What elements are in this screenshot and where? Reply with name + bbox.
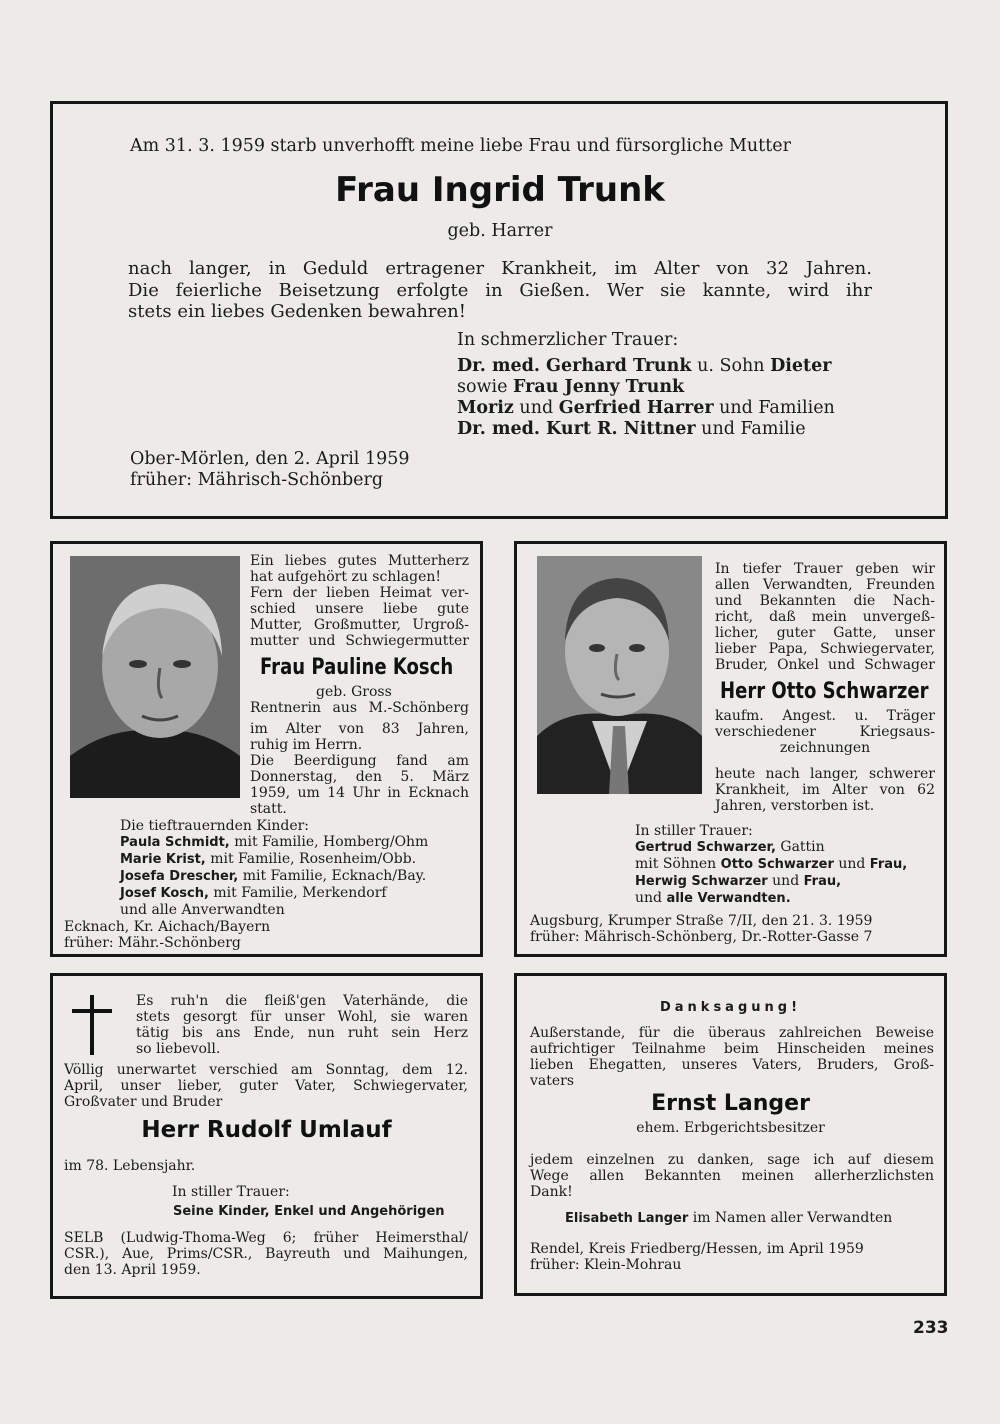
mourner-text: und Familien — [713, 398, 835, 418]
text-line: und Bekannten die Nach- — [715, 593, 935, 609]
notice1-formerly: früher: Mährisch-Schönberg — [130, 470, 384, 490]
relatives: und alle Anverwandten — [120, 902, 285, 918]
address: Augsburg, Krumper Straße 7/II, den 21. 3. 1959 — [530, 913, 873, 929]
mourner-name: Gerfried Harrer — [558, 398, 714, 418]
text-line: lieber Papa, Schwiegervater, — [715, 641, 935, 657]
notice1-name: Frau Ingrid Trunk — [335, 170, 665, 210]
notice1-born: geb. Harrer — [447, 221, 553, 241]
formerly: früher: Mähr.-Schönberg — [64, 935, 241, 951]
notice2-born: geb. Gross — [316, 684, 392, 700]
mourner-name: Dr. med. Kurt R. Nittner — [457, 419, 696, 439]
text-line: heute nach langer, schwerer — [715, 766, 935, 782]
text-line: Bruder, Onkel und Schwager — [715, 657, 935, 673]
text-line: Die Beerdigung fand am — [250, 753, 469, 769]
cross-icon — [72, 995, 112, 1055]
text-line: Wege allen Bekannten meinen allerherzlichsten — [530, 1168, 934, 1184]
notice2-bottom-text — [250, 700, 469, 817]
formerly: früher: Klein-Mohrau — [530, 1257, 682, 1273]
signed-text: im Namen aller Verwandten — [688, 1210, 893, 1226]
notice2-children — [120, 818, 428, 918]
notice3-name: Herr Otto Schwarzer — [720, 679, 929, 704]
child-detail: mit Familie, Merkendorf — [208, 885, 387, 901]
mourning-header: In stiller Trauer: — [635, 823, 753, 839]
notice1-text — [128, 258, 872, 323]
notice2-name: Frau Pauline Kosch — [260, 655, 454, 680]
child-detail: mit Familie, Rosenheim/Obb. — [205, 851, 417, 867]
text-line: lieben Ehegatten, unseres Vaters, Bruders, Groß- — [530, 1057, 934, 1073]
text-line: licher, guter Gatte, unser — [715, 625, 935, 641]
child-row — [120, 868, 428, 885]
portrait-man-image — [537, 556, 702, 794]
child-row — [120, 834, 428, 851]
text-line: Donnerstag, den 5. März — [250, 769, 469, 785]
text-line: verschiedener Kriegsaus- — [715, 724, 935, 740]
text-line: Krankheit, im Alter von 62 — [715, 782, 935, 798]
notice4-text — [64, 1062, 468, 1110]
notice5-thanks — [530, 1152, 934, 1200]
mourner-text: mit Söhnen — [635, 856, 721, 872]
notice5-title: ehem. Erbgerichtsbesitzer — [636, 1120, 825, 1136]
text-line: ruhig im Herrn. — [250, 737, 363, 753]
child-detail: mit Familie, Homberg/Ohm — [229, 834, 429, 850]
notice1-line: Die feierliche Beisetzung erfolgte in Gießen. Wer sie kannte, wird ihr — [128, 279, 872, 301]
notice4-verse — [136, 993, 468, 1057]
mourner-name: Herwig Schwarzer — [635, 874, 768, 889]
mourner-text: und — [833, 856, 870, 872]
mourner-name: alle Verwandten. — [666, 891, 791, 906]
child-name: Josef Kosch, — [120, 886, 209, 901]
text-line: tätig bis ans Ende, nun ruht sein Herz — [136, 1025, 468, 1041]
notice4-mourning-header: In stiller Trauer: — [172, 1184, 290, 1200]
text-line: richt, daß mein unvergeß- — [715, 609, 935, 625]
mourner-text: und — [635, 890, 667, 906]
text-line: CSR.), Aue, Prims/CSR., Bayreuth und Maihungen, — [64, 1246, 468, 1262]
text-line: so liebevoll. — [136, 1041, 221, 1057]
notice2-place — [64, 919, 270, 951]
notice2-top-text — [250, 553, 469, 649]
mourner-name: Frau Jenny Trunk — [513, 377, 685, 397]
mourner-name: Frau, — [869, 857, 908, 872]
text-line: stets gesorgt für unser Wohl, sie waren — [136, 1009, 468, 1025]
notice3-mourners — [635, 823, 907, 907]
portrait-woman-image — [70, 556, 240, 798]
notice4-name: Herr Rudolf Umlauf — [141, 1117, 392, 1143]
text-line: den 13. April 1959. — [64, 1262, 201, 1278]
text-line: Rentnerin aus M.-Schönberg — [250, 700, 469, 716]
mourner-name: Otto Schwarzer — [720, 857, 834, 872]
text-line: SELB (Ludwig-Thoma-Weg 6; früher Heimersthal/ — [64, 1230, 468, 1246]
text-line: vaters — [530, 1073, 575, 1089]
mourner-text: und — [513, 398, 559, 418]
notice1-line: stets ein liebes Gedenken bewahren! — [128, 301, 467, 322]
photo-elderly-woman — [70, 556, 240, 798]
text-line: Jahren, verstorben ist. — [715, 798, 875, 814]
page-number: 233 — [913, 1318, 949, 1338]
place: Ecknach, Kr. Aichach/Bayern — [64, 919, 271, 935]
child-row — [120, 885, 428, 902]
formerly: früher: Mährisch-Schönberg, Dr.-Rotter-Gasse 7 — [530, 929, 873, 945]
child-detail: mit Familie, Ecknach/Bay. — [238, 868, 427, 884]
notice5-text — [530, 1025, 934, 1089]
text-line: April, unser lieber, guter Vater, Schwiegervater, — [64, 1078, 468, 1094]
notice4-age: im 78. Lebensjahr. — [64, 1158, 196, 1174]
mourner-name: Moriz — [457, 398, 514, 418]
text-line: Großvater und Bruder — [64, 1094, 223, 1110]
signed-name: Elisabeth Langer — [565, 1211, 689, 1226]
place: Rendel, Kreis Friedberg/Hessen, im April 1959 — [530, 1241, 864, 1257]
notice5-name: Ernst Langer — [651, 1091, 810, 1116]
text-line: im Alter von 83 Jahren, — [250, 721, 469, 737]
text-line: Dank! — [530, 1184, 573, 1200]
text-line: schied unsere liebe gute — [250, 601, 469, 617]
text-line: statt. — [250, 801, 287, 817]
text-line: jedem einzelnen zu danken, sage ich auf diesem — [530, 1152, 934, 1168]
notice3-top-text — [715, 561, 935, 673]
child-name: Marie Krist, — [120, 852, 206, 867]
mourner-name: Gertrud Schwarzer, — [635, 840, 776, 855]
photo-man — [537, 556, 702, 794]
notice4-mourners: Seine Kinder, Enkel und Angehörigen — [173, 1204, 445, 1219]
text-line: In tiefer Trauer geben wir — [715, 561, 935, 577]
notice3-bottom-text — [715, 766, 935, 814]
text-line: 1959, um 14 Uhr in Ecknach — [250, 785, 469, 801]
notice5-signature — [565, 1210, 892, 1227]
text-line: mutter und Schwiegermutter — [250, 633, 469, 649]
notice1-intro: Am 31. 3. 1959 starb unverhofft meine liebe Frau und fürsorgliche Mutter — [130, 136, 791, 156]
text-line: zeichnungen — [779, 740, 871, 756]
notice5-place — [530, 1241, 864, 1273]
notice1-mourning-header: In schmerzlicher Trauer: — [457, 330, 679, 350]
mourner-name: Frau, — [803, 874, 842, 889]
mourner-text: sowie — [457, 377, 514, 397]
child-name: Paula Schmidt, — [120, 835, 230, 850]
notice3-address — [530, 913, 872, 945]
text-line: allen Verwandten, Freunden — [715, 577, 935, 593]
text-line: Ein liebes gutes Mutterherz — [250, 553, 469, 569]
text-line: hat aufgehört zu schlagen! — [250, 569, 442, 585]
mourner-text: Gattin — [775, 839, 825, 855]
text-line: aufrichtiger Teilnahme beim Hinscheiden meines — [530, 1041, 934, 1057]
mourner-text: u. Sohn — [691, 356, 771, 376]
mourner-text: und — [767, 873, 804, 889]
mourner-name: Dr. med. Gerhard Trunk — [457, 356, 692, 376]
notice1-line: nach langer, in Geduld ertragener Krankheit, im Alter von 32 Jahren. — [128, 258, 872, 279]
child-row — [120, 851, 428, 868]
notice4-address — [64, 1230, 468, 1278]
cross-glyph — [72, 995, 73, 996]
notice3-mid-text — [715, 708, 935, 756]
text-line: Völlig unerwartet verschied am Sonntag, dem 12. — [64, 1062, 468, 1078]
children-header: Die tieftrauernden Kinder: — [120, 818, 310, 834]
notice5-header: Danksagung! — [659, 1000, 802, 1015]
notice1-place-date: Ober-Mörlen, den 2. April 1959 — [130, 449, 410, 469]
mourner-text: und Familie — [695, 419, 806, 439]
text-line: Es ruh'n die fleiß'gen Vaterhände, die — [136, 993, 468, 1009]
mourner-name: Dieter — [770, 356, 832, 376]
text-line: Mutter, Großmutter, Urgroß- — [250, 617, 469, 633]
child-name: Josefa Drescher, — [120, 869, 239, 884]
text-line: kaufm. Angest. u. Träger — [715, 708, 935, 724]
text-line: Fern der lieben Heimat ver- — [250, 585, 469, 601]
notice1-mourners — [457, 356, 835, 440]
text-line: Außerstande, für die überaus zahlreichen Beweise — [530, 1025, 934, 1041]
